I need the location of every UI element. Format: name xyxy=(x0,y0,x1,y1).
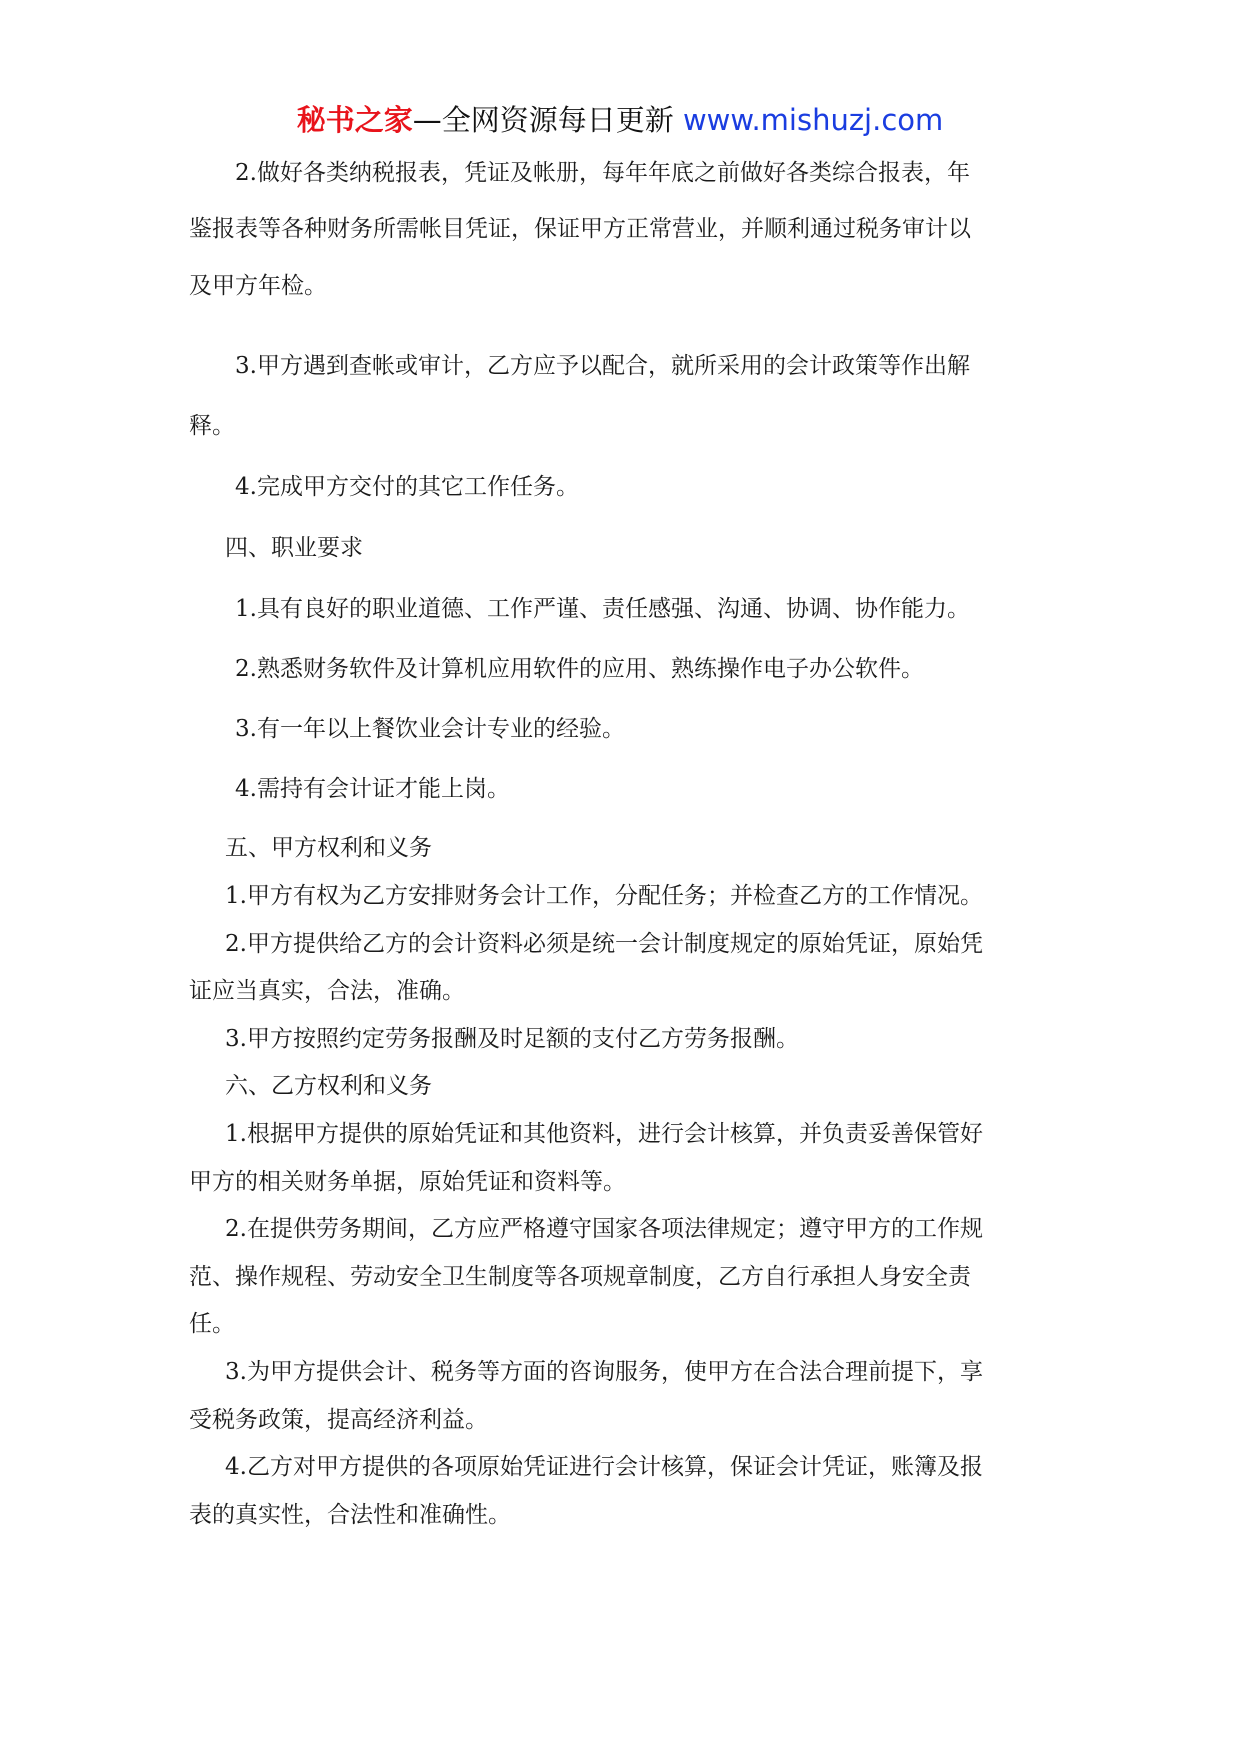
paragraph-line: 3.甲方遇到查帐或审计，乙方应予以配合，就所采用的会计政策等作出解 xyxy=(235,353,970,379)
paragraph-line: 任。 xyxy=(189,1311,235,1337)
paragraph-line: 4.需持有会计证才能上岗。 xyxy=(235,776,510,802)
paragraph-line: 及甲方年检。 xyxy=(189,273,327,299)
section-heading: 四、职业要求 xyxy=(225,535,363,561)
paragraph-line: 3.甲方按照约定劳务报酬及时足额的支付乙方劳务报酬。 xyxy=(225,1026,799,1052)
paragraph-line: 释。 xyxy=(189,413,235,439)
paragraph-line: 鉴报表等各种财务所需帐目凭证，保证甲方正常营业，并顺利通过税务审计以 xyxy=(189,216,971,242)
site-tagline: —全网资源每日更新 xyxy=(412,103,683,137)
paragraph-line: 表的真实性，合法性和准确性。 xyxy=(189,1502,511,1528)
paragraph-line: 4.乙方对甲方提供的各项原始凭证进行会计核算，保证会计凭证，账簿及报 xyxy=(225,1454,983,1480)
paragraph-line: 受税务政策，提高经济利益。 xyxy=(189,1407,488,1433)
paragraph-line: 范、操作规程、劳动安全卫生制度等各项规章制度，乙方自行承担人身安全责 xyxy=(189,1264,971,1290)
paragraph-line: 3.为甲方提供会计、税务等方面的咨询服务，使甲方在合法合理前提下，享 xyxy=(225,1359,983,1385)
paragraph-line: 2.甲方提供给乙方的会计资料必须是统一会计制度规定的原始凭证，原始凭 xyxy=(225,931,983,957)
paragraph-line: 1.具有良好的职业道德、工作严谨、责任感强、沟通、协调、协作能力。 xyxy=(235,596,970,622)
paragraph-line: 甲方的相关财务单据，原始凭证和资料等。 xyxy=(189,1169,626,1195)
site-brand: 秘书之家 xyxy=(296,103,413,137)
paragraph-line: 证应当真实，合法，准确。 xyxy=(189,978,465,1004)
paragraph-line: 1.根据甲方提供的原始凭证和其他资料，进行会计核算，并负责妥善保管好 xyxy=(225,1121,983,1147)
section-heading: 六、乙方权利和义务 xyxy=(225,1073,432,1099)
paragraph-line: 2.熟悉财务软件及计算机应用软件的应用、熟练操作电子办公软件。 xyxy=(235,656,924,682)
paragraph-line: 2.做好各类纳税报表，凭证及帐册，每年年底之前做好各类综合报表，年 xyxy=(235,160,970,186)
site-url-link[interactable]: www.mishuzj.com xyxy=(682,103,944,137)
site-header xyxy=(0,100,1240,140)
paragraph-line: 3.有一年以上餐饮业会计专业的经验。 xyxy=(235,716,625,742)
paragraph-line: 2.在提供劳务期间，乙方应严格遵守国家各项法律规定；遵守甲方的工作规 xyxy=(225,1216,983,1242)
section-heading: 五、甲方权利和义务 xyxy=(225,835,432,861)
paragraph-line: 1.甲方有权为乙方安排财务会计工作，分配任务；并检查乙方的工作情况。 xyxy=(225,883,983,909)
paragraph-line: 4.完成甲方交付的其它工作任务。 xyxy=(235,474,579,500)
